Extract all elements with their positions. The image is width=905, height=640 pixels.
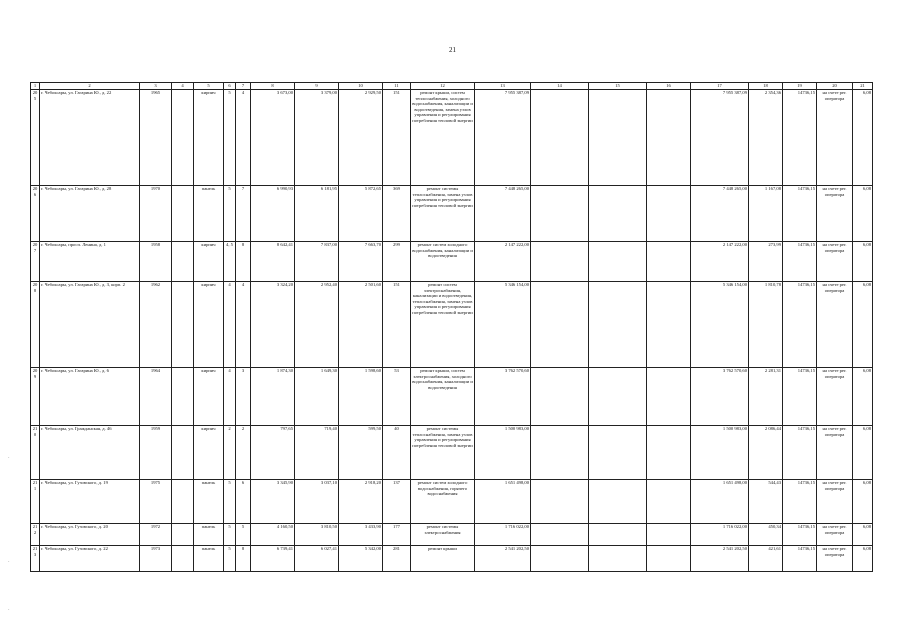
cell-area-c10: 2 501,60 xyxy=(339,282,383,368)
cell-c21: 6,08 xyxy=(853,368,873,426)
cell-area-total: 1 874,30 xyxy=(251,368,295,426)
cell-wall: кирпич xyxy=(194,426,224,480)
column-header: 13 xyxy=(475,83,531,90)
cell-address: г. Чебоксары, ул. Гузовского, д. 20 xyxy=(40,524,140,546)
cell-c16 xyxy=(647,186,691,242)
cell-c4 xyxy=(172,546,194,572)
column-header: 12 xyxy=(411,83,475,90)
column-header: 4 xyxy=(172,83,194,90)
table-body xyxy=(31,90,873,572)
cell-c18: 544,43 xyxy=(749,480,783,524)
cell-floors: 5 xyxy=(224,524,236,546)
cell-c17: 2 147 222,00 xyxy=(691,242,749,282)
table-row xyxy=(31,90,873,186)
table-row xyxy=(31,186,873,242)
cell-area-res: 7 837,00 xyxy=(295,242,339,282)
column-header: 10 xyxy=(339,83,383,90)
cell-year: 1973 xyxy=(140,546,172,572)
cell-works: ремонт системы электроснабжения xyxy=(411,524,475,546)
cell-c19: 14736,15 xyxy=(783,368,817,426)
cell-address: г. Чебоксары, ул. Гагарина Ю., д. 6 xyxy=(40,368,140,426)
cell-c19: 14736,15 xyxy=(783,546,817,572)
cell-method: на счете рег. оператора xyxy=(817,368,853,426)
cell-floors: 5 xyxy=(224,480,236,524)
cell-c21: 6,08 xyxy=(853,546,873,572)
cell-num: 207 xyxy=(31,242,40,282)
cell-people: 151 xyxy=(383,90,411,186)
cell-entrances: 3 xyxy=(236,368,251,426)
cell-c17: 2 541 202,50 xyxy=(691,546,749,572)
cell-c16 xyxy=(647,282,691,368)
cell-address: г. Чебоксары, ул. Гагарина Ю., д. 22 xyxy=(40,90,140,186)
margin-dot: · xyxy=(8,456,10,461)
column-header: 11 xyxy=(383,83,411,90)
cell-c14 xyxy=(531,242,589,282)
cell-works: ремонт систем электроснабжения, канализации и водоотведения, теплоснабжения, замена узлов управления и регулирования потребления тепловой энергии xyxy=(411,282,475,368)
cell-cost: 1 716 022,00 xyxy=(475,524,531,546)
cell-area-total: 8 642,41 xyxy=(251,242,295,282)
cell-c4 xyxy=(172,186,194,242)
cell-c14 xyxy=(531,368,589,426)
table-row xyxy=(31,242,873,282)
cell-c15 xyxy=(589,524,647,546)
cell-c15 xyxy=(589,186,647,242)
cell-c16 xyxy=(647,524,691,546)
table-row xyxy=(31,524,873,546)
cell-c18: 2 086,44 xyxy=(749,426,783,480)
column-header: 3 xyxy=(140,83,172,90)
cell-method: на счете рег. оператора xyxy=(817,282,853,368)
cell-c14 xyxy=(531,426,589,480)
cell-c16 xyxy=(647,90,691,186)
cell-area-res: 2 952,40 xyxy=(295,282,339,368)
cell-c4 xyxy=(172,480,194,524)
cell-c15 xyxy=(589,368,647,426)
column-header: 5 xyxy=(194,83,224,90)
cell-c15 xyxy=(589,90,647,186)
cell-c14 xyxy=(531,282,589,368)
cell-entrances: 8 xyxy=(236,242,251,282)
column-header: 15 xyxy=(589,83,647,90)
cell-wall: панель xyxy=(194,186,224,242)
cell-c21: 6,08 xyxy=(853,524,873,546)
column-header: 18 xyxy=(749,83,783,90)
cell-c14 xyxy=(531,480,589,524)
column-header: 17 xyxy=(691,83,749,90)
cell-c14 xyxy=(531,186,589,242)
column-header: 8 xyxy=(251,83,295,90)
cell-people: 299 xyxy=(383,242,411,282)
table-row xyxy=(31,480,873,524)
cell-c14 xyxy=(531,546,589,572)
cell-wall: панель xyxy=(194,524,224,546)
cell-c4 xyxy=(172,368,194,426)
cell-c21: 6,08 xyxy=(853,186,873,242)
cell-area-c10: 599,50 xyxy=(339,426,383,480)
cell-address: г. Чебоксары, ул. Гузовского, д. 19 xyxy=(40,480,140,524)
cell-c18: 273,99 xyxy=(749,242,783,282)
cell-year: 1958 xyxy=(140,242,172,282)
cell-floors: 5 xyxy=(224,90,236,186)
cell-entrances: 4 xyxy=(236,282,251,368)
cell-num: 213 xyxy=(31,546,40,572)
column-header: 7 xyxy=(236,83,251,90)
cell-area-c10: 7 663,70 xyxy=(339,242,383,282)
cell-c17: 7 448 265,00 xyxy=(691,186,749,242)
cell-c15 xyxy=(589,242,647,282)
cell-c16 xyxy=(647,242,691,282)
cell-c15 xyxy=(589,480,647,524)
cell-area-total: 3 345,90 xyxy=(251,480,295,524)
cell-c21: 6,08 xyxy=(853,282,873,368)
cell-year: 1962 xyxy=(140,282,172,368)
cell-c18: 2 354,36 xyxy=(749,90,783,186)
column-header: 20 xyxy=(817,83,853,90)
cell-c17: 1 651 498,00 xyxy=(691,480,749,524)
cell-entrances: 5 xyxy=(236,524,251,546)
margin-dot: · xyxy=(8,608,10,613)
cell-method: на счете рег. оператора xyxy=(817,426,853,480)
cell-c4 xyxy=(172,426,194,480)
cell-c17: 1 716 022,00 xyxy=(691,524,749,546)
cell-c19: 14736,15 xyxy=(783,186,817,242)
cell-cost: 2 147 222,00 xyxy=(475,242,531,282)
cell-method: на счете рег. оператора xyxy=(817,480,853,524)
column-header: 2 xyxy=(40,83,140,90)
cell-c21: 6,08 xyxy=(853,426,873,480)
cell-c21: 6,08 xyxy=(853,90,873,186)
cell-c18: 450,34 xyxy=(749,524,783,546)
cell-year: 1975 xyxy=(140,480,172,524)
cell-num: 211 xyxy=(31,480,40,524)
cell-area-c10: 2 929,50 xyxy=(339,90,383,186)
column-header: 21 xyxy=(853,83,873,90)
cell-c19: 14736,15 xyxy=(783,524,817,546)
cell-area-res: 1 649,30 xyxy=(295,368,339,426)
cell-c19: 14736,15 xyxy=(783,282,817,368)
cell-c21: 6,08 xyxy=(853,242,873,282)
cell-c19: 14736,15 xyxy=(783,480,817,524)
cell-area-c10: 5 342,00 xyxy=(339,546,383,572)
cell-entrances: 2 xyxy=(236,426,251,480)
table-row xyxy=(31,426,873,480)
cell-area-total: 6 990,93 xyxy=(251,186,295,242)
table-row xyxy=(31,368,873,426)
cell-works: ремонт систем холодного водоснабжения, горячего водоснабжения xyxy=(411,480,475,524)
cell-num: 212 xyxy=(31,524,40,546)
cell-c18: 1 167,08 xyxy=(749,186,783,242)
cell-c14 xyxy=(531,524,589,546)
cell-method: на счете рег. оператора xyxy=(817,524,853,546)
cell-c17: 3 762 570,60 xyxy=(691,368,749,426)
cell-people: 40 xyxy=(383,426,411,480)
cell-area-total: 3 324,20 xyxy=(251,282,295,368)
cell-area-res: 3 037,10 xyxy=(295,480,339,524)
cell-year: 1970 xyxy=(140,186,172,242)
cell-area-total: 797,65 xyxy=(251,426,295,480)
cell-works: ремонт крыши xyxy=(411,546,475,572)
column-header: 16 xyxy=(647,83,691,90)
cell-num: 209 xyxy=(31,368,40,426)
cell-works: ремонт систем холодного водоснабжения, канализации и водоотведения xyxy=(411,242,475,282)
cell-address: г. Чебоксары, просп. Ленина, д. 1 xyxy=(40,242,140,282)
cell-c15 xyxy=(589,546,647,572)
table-row xyxy=(31,546,873,572)
cell-c18: 1 810,78 xyxy=(749,282,783,368)
cell-c18: 421,61 xyxy=(749,546,783,572)
cell-floors: 2 xyxy=(224,426,236,480)
cell-cost: 2 541 202,50 xyxy=(475,546,531,572)
cell-c19: 14736,15 xyxy=(783,90,817,186)
cell-floors: 4, 5 xyxy=(224,242,236,282)
cell-method: на счете рег. оператора xyxy=(817,186,853,242)
column-header: 9 xyxy=(295,83,339,90)
cell-c21: 6,08 xyxy=(853,480,873,524)
cell-cost: 7 448 265,00 xyxy=(475,186,531,242)
cell-entrances: 8 xyxy=(236,546,251,572)
cell-area-res: 719,40 xyxy=(295,426,339,480)
cell-area-total: 4 160,50 xyxy=(251,524,295,546)
cell-people: 177 xyxy=(383,524,411,546)
cell-num: 208 xyxy=(31,282,40,368)
cell-floors: 4 xyxy=(224,282,236,368)
cell-c4 xyxy=(172,524,194,546)
cell-wall: кирпич xyxy=(194,282,224,368)
cell-c17: 5 346 154,00 xyxy=(691,282,749,368)
cell-cost: 5 346 154,00 xyxy=(475,282,531,368)
table-row xyxy=(31,282,873,368)
cell-year: 1972 xyxy=(140,524,172,546)
cell-area-total: 6 739,41 xyxy=(251,546,295,572)
cell-num: 210 xyxy=(31,426,40,480)
cell-cost: 3 762 570,60 xyxy=(475,368,531,426)
cell-entrances: 4 xyxy=(236,90,251,186)
column-header: 19 xyxy=(783,83,817,90)
cell-area-res: 3 379,00 xyxy=(295,90,339,186)
cell-c15 xyxy=(589,282,647,368)
cell-area-c10: 2 918,20 xyxy=(339,480,383,524)
header-row xyxy=(31,83,873,90)
cell-entrances: 6 xyxy=(236,480,251,524)
cell-year: 1965 xyxy=(140,90,172,186)
cell-c14 xyxy=(531,90,589,186)
cell-method: на счете рег. оператора xyxy=(817,546,853,572)
cell-area-c10: 1 598,60 xyxy=(339,368,383,426)
cell-cost: 1 651 498,00 xyxy=(475,480,531,524)
cell-c16 xyxy=(647,426,691,480)
cell-wall: панель xyxy=(194,546,224,572)
cell-wall: панель xyxy=(194,480,224,524)
cell-people: 137 xyxy=(383,480,411,524)
cell-year: 1964 xyxy=(140,368,172,426)
cell-entrances: 7 xyxy=(236,186,251,242)
cell-area-c10: 5 872,65 xyxy=(339,186,383,242)
cell-area-res: 6 181,95 xyxy=(295,186,339,242)
cell-area-c10: 3 433,90 xyxy=(339,524,383,546)
cell-num: 205 xyxy=(31,90,40,186)
cell-c4 xyxy=(172,90,194,186)
cell-num: 206 xyxy=(31,186,40,242)
cell-c19: 14736,15 xyxy=(783,426,817,480)
cell-cost: 1 500 983,00 xyxy=(475,426,531,480)
cell-area-res: 6 027,41 xyxy=(295,546,339,572)
cell-c17: 1 500 983,00 xyxy=(691,426,749,480)
cell-c18: 2 281,31 xyxy=(749,368,783,426)
column-header: 6 xyxy=(224,83,236,90)
cell-c17: 7 955 387,09 xyxy=(691,90,749,186)
cell-address: г. Чебоксары, ул. Гагарина Ю., д. 28 xyxy=(40,186,140,242)
cell-wall: кирпич xyxy=(194,90,224,186)
cell-c19: 14736,15 xyxy=(783,242,817,282)
cell-floors: 4 xyxy=(224,368,236,426)
cell-works: ремонт крыши, систем электроснабжения, холодного водоснабжения, канализации и водоотведения xyxy=(411,368,475,426)
cell-area-res: 3 810,50 xyxy=(295,524,339,546)
cell-floors: 5 xyxy=(224,186,236,242)
cell-method: на счете рег. оператора xyxy=(817,242,853,282)
cell-c16 xyxy=(647,480,691,524)
cell-people: 53 xyxy=(383,368,411,426)
cell-year: 1959 xyxy=(140,426,172,480)
cell-works: ремонт системы теплоснабжения, замена узлов управления и регулирования потребления тепловой энергии xyxy=(411,186,475,242)
cell-c15 xyxy=(589,426,647,480)
cell-works: ремонт крыши, систем теплоснабжения, холодного водоснабжения, канализации и водоотведения, замена узлов управления и регулирования потребления тепловой энергии xyxy=(411,90,475,186)
cell-floors: 5 xyxy=(224,546,236,572)
page-number: 21 xyxy=(449,46,456,54)
column-header: 1 xyxy=(31,83,40,90)
cell-people: 369 xyxy=(383,186,411,242)
cell-c4 xyxy=(172,242,194,282)
cell-cost: 7 955 387,09 xyxy=(475,90,531,186)
cell-people: 151 xyxy=(383,282,411,368)
column-header: 14 xyxy=(531,83,589,90)
cell-area-total: 3 673,00 xyxy=(251,90,295,186)
capital-repair-table xyxy=(30,82,873,572)
cell-c16 xyxy=(647,546,691,572)
margin-dot: · xyxy=(8,560,10,565)
cell-address: г. Чебоксары, ул. Гагарина Ю., д. 3, корп. 2 xyxy=(40,282,140,368)
cell-address: г. Чебоксары, ул. Гузовского, д. 22 xyxy=(40,546,140,572)
cell-wall: кирпич xyxy=(194,368,224,426)
cell-wall: кирпич xyxy=(194,242,224,282)
cell-works: ремонт системы теплоснабжения, замена узлов управления и регулирования потребления тепловой энергии xyxy=(411,426,475,480)
cell-c4 xyxy=(172,282,194,368)
cell-method: на счете рег. оператора xyxy=(817,90,853,186)
cell-people: 281 xyxy=(383,546,411,572)
cell-address: г. Чебоксары, ул. Гражданская, д. 46 xyxy=(40,426,140,480)
cell-c16 xyxy=(647,368,691,426)
